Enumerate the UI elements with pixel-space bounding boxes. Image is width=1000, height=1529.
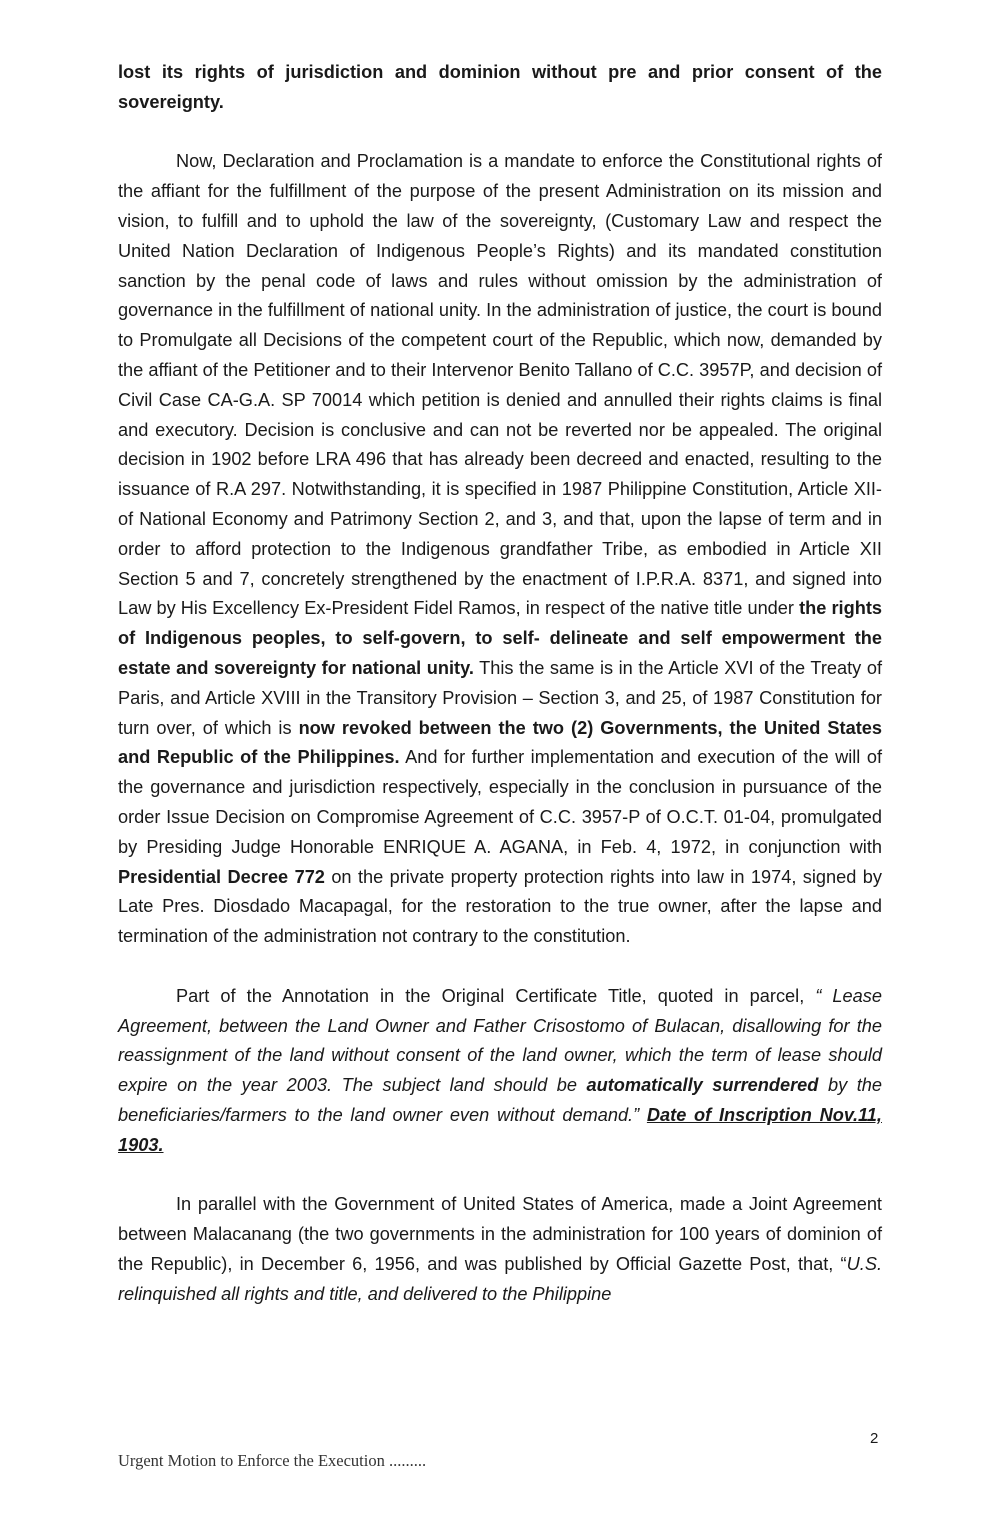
- text-run: And for further implementation and execution of the will of the governance and jurisdiction respectively, especially in the conclusion in pursuance of the order Issue Decision on Compromise Agreement of C.C. 3957-P of O.C.T. 01-04, promulgated by Presiding Judge Honorable ENRIQUE A. AGANA, in Feb. 4, 1972, in conjunction with: [118, 747, 883, 857]
- bold-text: the rights of Indigenous peoples, to self-govern, to self- delineate and self empowerment the estate and sovereignty for national unity.: [118, 598, 882, 678]
- bold-italic-text: automatically surrendered: [586, 1075, 819, 1096]
- paragraph-annotation: [118, 982, 882, 1161]
- inscription-date: Date of Inscription Nov.11, 1903.: [118, 1104, 882, 1155]
- text-run: In parallel with the Government of United States of America, made a Joint Agreement between Malacanang (the two governments in the administration for 100 years of dominion of the Republic), in December 6, 1956, and was published by Official Gazette Post, that, “: [118, 1194, 882, 1274]
- text-run: on the private property protection rights into law in 1974, signed by Late Pres. Diosdado Macapagal, for the restoration to the true owner, after the lapse and termination of the administration not contrary to the constitution.: [118, 866, 882, 947]
- text-run: Part of the Annotation in the Original Certificate Title, quoted in parcel,: [176, 985, 816, 1006]
- bold-text: lost its rights of jurisdiction and dominion without pre and prior consent of the sovereignty.: [118, 62, 882, 112]
- paragraph-joint-agreement: [118, 1190, 882, 1309]
- text-run: Now, Declaration and Proclamation is a mandate to enforce the Constitutional rights of the affiant for the fulfillment of the purpose of the present Administration on its mission and vision, to fulfill and to uphold the law of the sovereignty, (Customary Law and respect the United Nation Declaration of Indigenous People’s Rights) and its mandated constitution sanction by the penal code of laws and rules without omission by the administration of governance in the fulfillment of national unity. In the administration of justice, the court is bound to Promulgate all Decisions of the competent court of the Republic, which now, demanded by the affiant of the Petitioner and to their Intervenor Benito Tallano of C.C. 3957P, and decision of Civil Case CA-G.A. SP 70014 which petition is denied and annulled their rights claims is final and executory. Decision is conclusive and can not be reverted nor be appealed. The original decision in 1902 before LRA 496 that has already been decreed and enacted, resulting to the issuance of R.A 297. Notwithstanding, it is specified in 1987 Philippine Constitution, Article XII- of National Economy and Patrimony Section 2, and 3, and that, upon the lapse of term and in order to afford protection to the Indigenous grandfather Tribe, as embodied in Article XII Section 5 and 7, concretely strengthened by the enactment of I.P.R.A. 8371, and signed into Law by His Excellency Ex-President Fidel Ramos, in respect of the native title under: [118, 151, 882, 619]
- text-run: This the same is in the Article XVI of the Treaty of Paris, and Article XVIII in the Transitory Provision – Section 3, and 25, of 1987 Constitution for turn over, of which is: [118, 657, 882, 738]
- document-body: [118, 58, 882, 1309]
- paragraph-declaration: [118, 147, 882, 952]
- italic-quote: by the beneficiaries/farmers to the land owner even without demand.”: [118, 1075, 882, 1125]
- bold-text: now revoked between the two (2) Governments, the United States and Republic of the Philippines.: [118, 717, 882, 768]
- paragraph-continuation: [118, 58, 882, 118]
- italic-quote: U.S. relinquished all rights and title, and delivered to the Philippine: [118, 1253, 882, 1304]
- page-number: 2: [870, 1430, 879, 1447]
- footer-title: Urgent Motion to Enforce the Execution .........: [118, 1451, 427, 1470]
- bold-text: Presidential Decree 772: [118, 866, 325, 887]
- italic-quote: “ Lease Agreement, between the Land Owner and Father Crisostomo of Bulacan, disallowing for the reassignment of the land without consent of the land owner, which the term of lease should expire on the year 2003. The subject land should be: [118, 985, 882, 1096]
